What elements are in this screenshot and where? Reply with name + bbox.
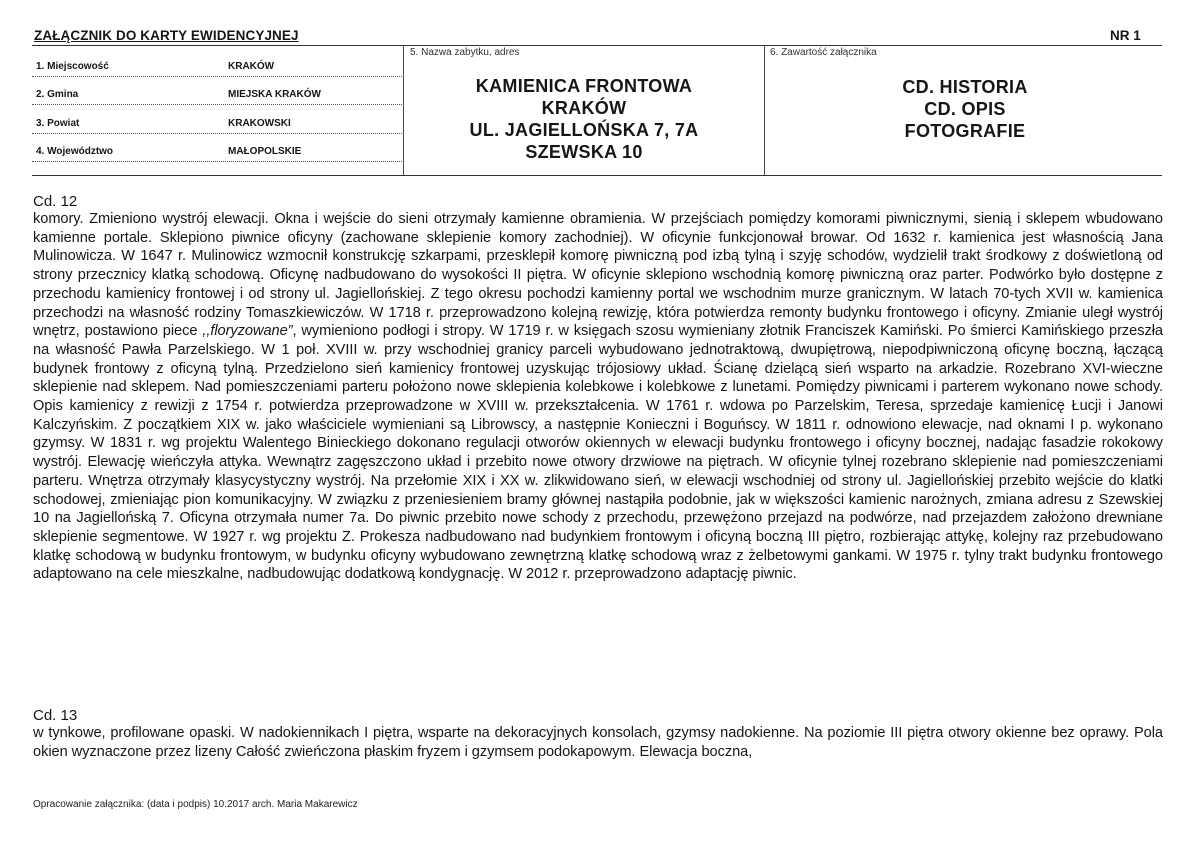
monument-name-line: KAMIENICA FRONTOWA — [475, 76, 693, 96]
header-bottom-rule — [32, 175, 1162, 176]
field-value-miejscowosc: KRAKÓW — [228, 61, 275, 72]
field-separator — [32, 133, 402, 134]
monument-name-block — [404, 75, 764, 163]
cd12-text-part2: , wymieniono podłogi i stropy. W 1719 r. w księgach szosu wymieniany złotnik Franciszek Kamiński. Po śmierci Kamińskiego przeszła na własność Pawła Parzelskiego. W 1 poł. XVIII w. przy wschodniej granicy parceli wybudowano jednotraktową, dwupiętrową, niepodpiwniczoną oficynę boczną, łączącą budynek frontowy z oficyną tylną. Przedzielono sień kamienicy frontowej uzyskując trójosiowy układ. Ścianę dzielącą sień wsparto na arkadzie. Rozebrano XVI-wieczne sklepienie nad sklepem. Nad pomieszczeniami parteru położono nowe sklepienia kolebkowe i kolebkowe z lunetami. Pomiędzy piwnicami i parterem wykonano nowe schody. Opis kamienicy z rewizji z 1754 r. potwierdza przeprowadzone w XVIII w. przekształcenia. W 1761 r. wdowa po Parzelskim, Teresa, sprzedaje kamienicę Łucji i Janowi Kalczyńskim. Z początkiem XIX w. jako właściciele wymieniani są Librowscy, a następnie Konieczni i Boguńscy. W 1811 r. odnowiono elewacje, nad oknami I p. wykonano gzymsy. W 1831 r. wg projektu Walentego Binieckiego dokonano regulacji otworów okiennych w elewacji budynku frontowego i oficyny bocznej, nadając fasadzie rokokowy wystrój. Elewację wieńczyła attyka. Wewnątrz zagęszczono układ i przebito nowe otwory drzwiowe na piętrach. W oficynie tylnej rozebrano sklepienie nad pomieszczeniami parteru. Wnętrza otrzymały klasycystyczny wystrój. Na przełomie XIX i XX w. zlikwidowano sień, w elewacji wschodniej od strony ul. Jagiellońskiej przebito wejście do klatki schodowej, zmieniając pion komunikacyjny. W związku z przeniesieniem bramy głównej nastąpiła podobnie, jak w większości kamienic narożnych, zmiana adresu z Szewskiej 10 na Jagiellońską 7. Oficyna otrzymała numer 7a. Do piwnic przebito nowe schody z przechodu, przewężono przejazd na podwórze, nad przejazdem założono drewniane sklepienie segmentowe. W 1927 r. wg projektu Z. Prokesza nadbudowano nad budynkiem frontowym i oficyną boczną III piętro, rozbierając attykę, kolejny raz przebudowano klatkę schodową w budynku frontowym, w budynku oficyny wybudowano zewnętrzną klatkę schodową wraz z żelbetowymi gankami. W 1975 r. tylny trakt budynku frontowego adaptowano na cele mieszkalne, nadbudowując dodatkową kondygnację. W 2012 r. przeprowadzono adaptację piwnic. — [33, 323, 1163, 583]
field-value-powiat: KRAKOWSKI — [228, 118, 291, 129]
field-label-miejscowosc: 1. Miejscowość — [36, 61, 109, 72]
header-top-rule — [32, 45, 1162, 46]
field-separator — [32, 104, 402, 105]
monument-name-line: SZEWSKA 10 — [525, 142, 643, 162]
field-label-wojewodztwo: 4. Województwo — [36, 146, 114, 157]
section6-label: 6. Zawartość załącznika — [770, 47, 877, 58]
cd13-heading: Cd. 13 — [33, 707, 78, 724]
form-title: ZAŁĄCZNIK DO KARTY EWIDENCYJNEJ — [34, 28, 299, 43]
cd12-heading: Cd. 12 — [33, 193, 78, 210]
field-separator — [32, 76, 402, 77]
cd13-paragraph: w tynkowe, profilowane opaski. W nadokiennikach I piętra, wsparte na dekoracyjnych konsolach, gzymsy nadokienne. Na poziomie III piętra otwory okienne bez oprawy. Pola okien wyznaczone przez lizeny Całość zwieńczona płaskim fryzem i gzymsem podokapowym. Elewacja boczna, — [33, 725, 1163, 760]
cd12-italic-term: ,,floryzowane” — [197, 323, 293, 340]
field-separator — [32, 161, 402, 162]
field-value-wojewodztwo: MAŁOPOLSKIE — [228, 146, 302, 157]
cd12-paragraph — [33, 210, 1163, 584]
section5-label: 5. Nazwa zabytku, adres — [410, 47, 520, 58]
attachment-contents-line: CD. HISTORIA — [902, 77, 1028, 97]
monument-name-line: KRAKÓW — [541, 98, 627, 118]
field-label-powiat: 3. Powiat — [36, 118, 80, 129]
attachment-contents-block — [765, 76, 1165, 142]
prepared-by-footer: Opracowanie załącznika: (data i podpis) 10.2017 arch. Maria Makarewicz — [33, 799, 358, 810]
monument-name-line: UL. JAGIELLOŃSKA 7, 7A — [469, 120, 699, 140]
field-label-gmina: 2. Gmina — [36, 89, 79, 100]
sheet-number: NR 1 — [1110, 28, 1141, 43]
attachment-contents-line: CD. OPIS — [924, 99, 1006, 119]
field-value-gmina: MIEJSKA KRAKÓW — [228, 89, 321, 100]
attachment-contents-line: FOTOGRAFIE — [904, 121, 1026, 141]
cd12-text-part1: komory. Zmieniono wystrój elewacji. Okna i wejście do sieni otrzymały kamienne obramienia. W przejściach pomiędzy komorami piwnicznymi, sienią i sklepem wbudowano kamienne portale. Sklepiono piwnice oficyny (zachowane sklepienie komory zachodniej). W oficynie funkcjonował browar. Od 1632 r. kamienica jest własnością Jana Mulinowicza. W 1647 r. Mulinowicz wzmocnił konstrukcję szkarpami, przesklepił komorę piwniczną pod izbą tylną i szyję schodów, wydzielił trakt środkowy z doświetloną od strony przecznicy klatką schodową. Oficynę nadbudowano do wysokości II piętra. W oficynie sklepiono wschodnią komorę piwniczną oraz parter. Podwórko było dostępne z przechodu kamienicy frontowej i od strony ul. Jagiellońskiej. Z tego okresu pochodzi kamienny portal we wschodnim murze granicznym. W latach 70-tych XVII w. kamienica przechodzi na własność rodziny Tomaszkiewiczów. W 1718 r. przeprowadzono kolejną rewizję, która potwierdza remonty budynku frontowego i oficyny. Zmianie uległ wystrój wnętrz, postawiono piece — [33, 211, 1163, 340]
